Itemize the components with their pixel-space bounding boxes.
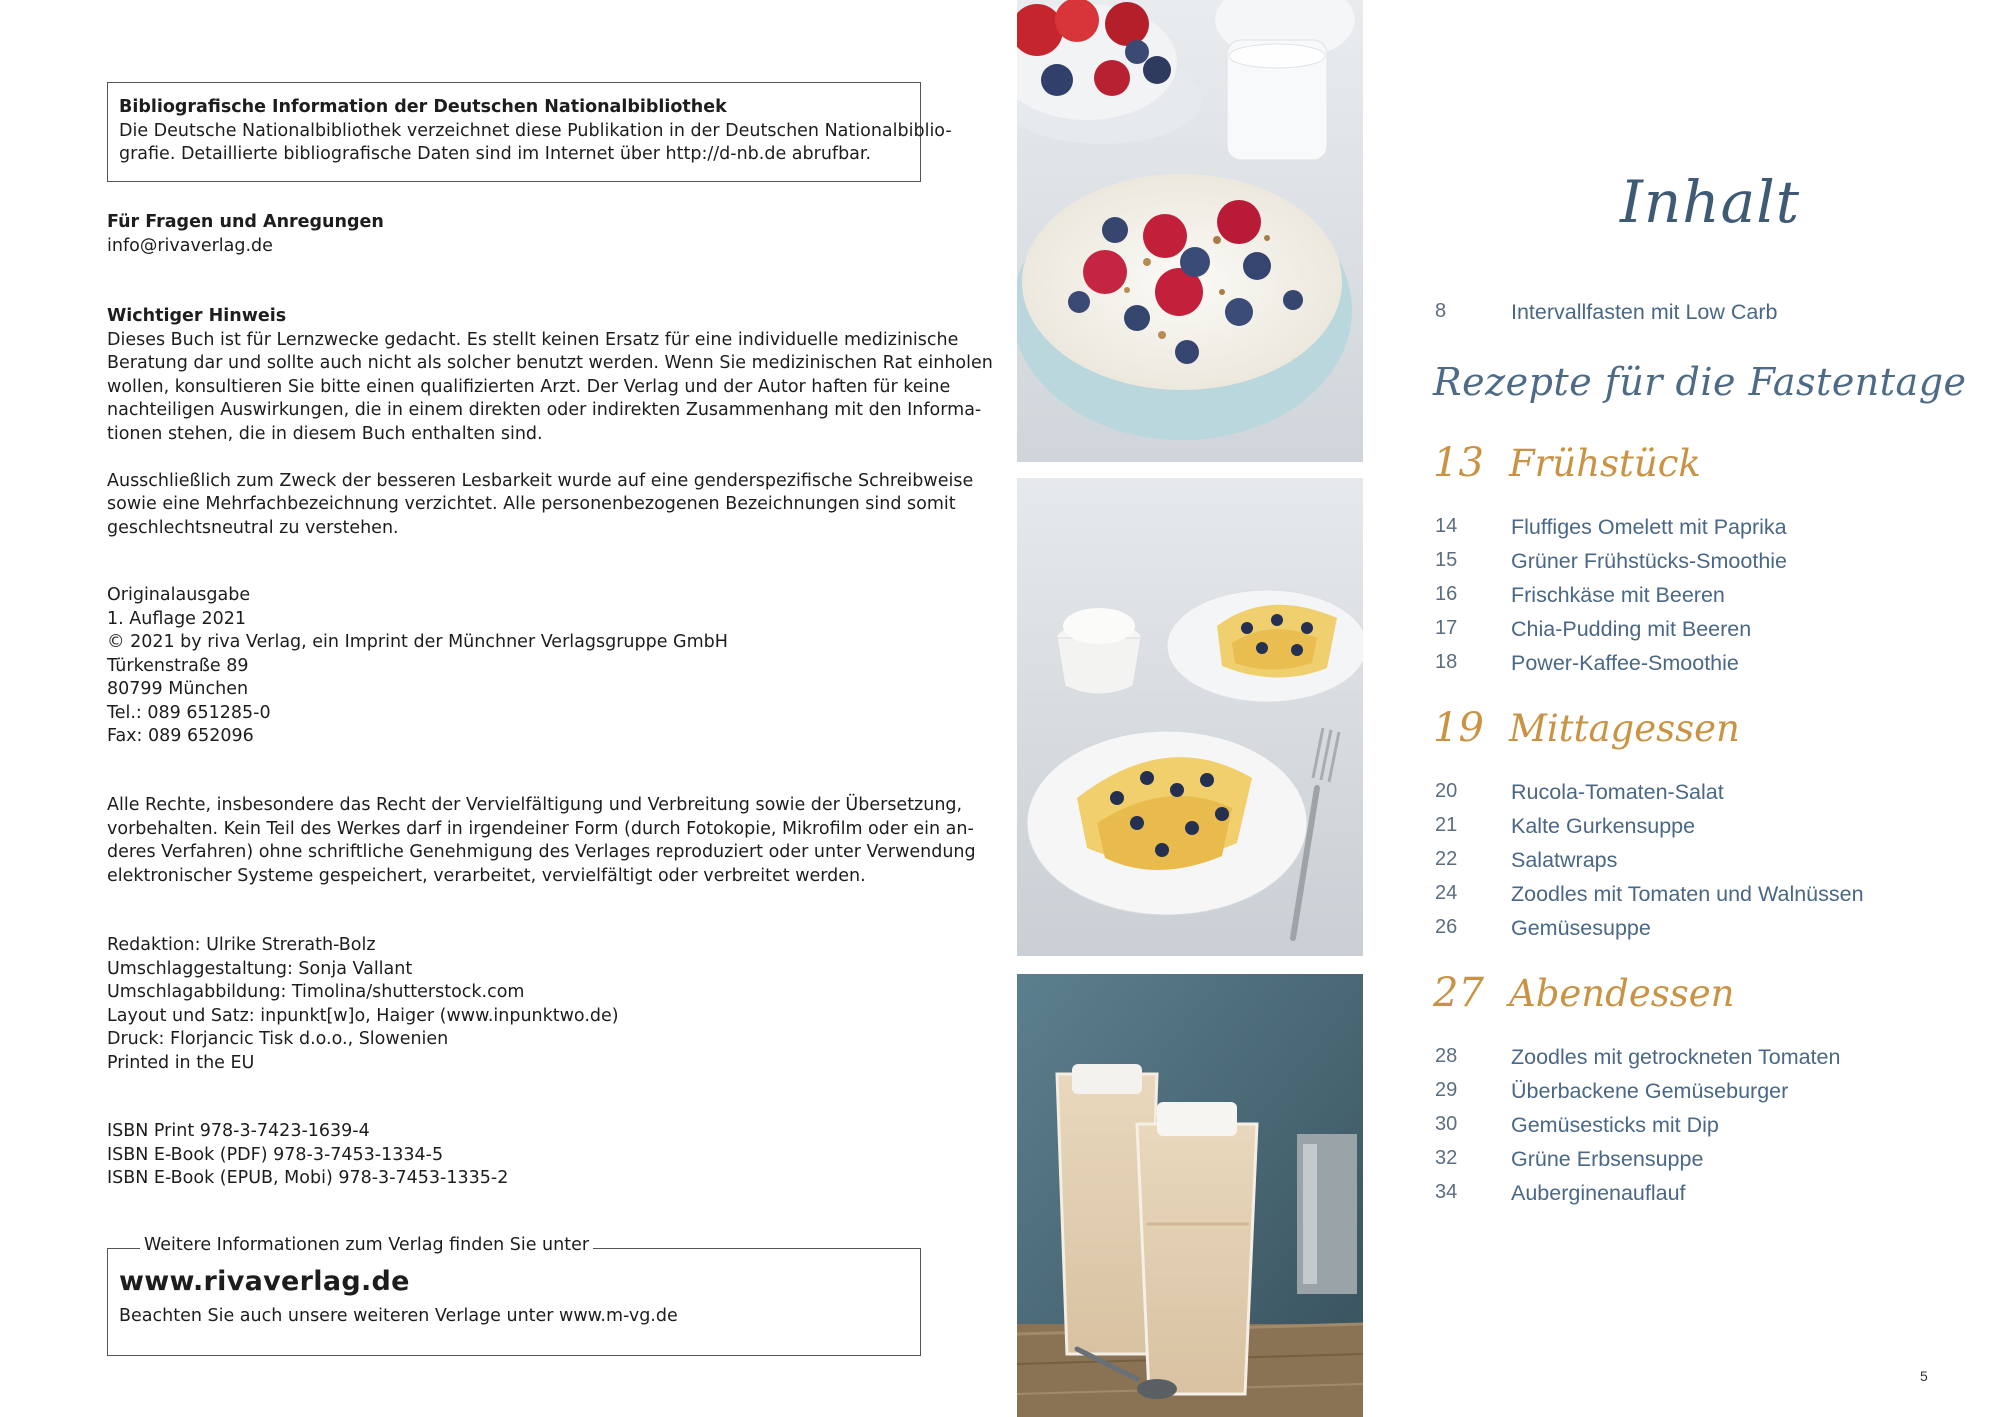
toc-entry-page: 34 <box>1435 1181 1458 1203</box>
photo-cottage-cheese-berries <box>1017 0 1363 462</box>
imprint-page <box>0 0 993 1417</box>
notice-line: wollen, konsultieren Sie bitte einen qualifizierten Arzt. Der Verlag und der Autor haften für keine <box>107 376 951 397</box>
toc-entry-page: 8 <box>1435 300 1447 322</box>
edition-block <box>107 584 728 749</box>
toc-entry-page: 21 <box>1435 814 1458 836</box>
credits-line: Redaktion: Ulrike Strerath-Bolz <box>107 935 376 955</box>
toc-entry-label: Frischkäse mit Beeren <box>1511 583 1725 607</box>
credits-line: Layout und Satz: inpunkt[w]o, Haiger (www.inpunktwo.de) <box>107 1005 619 1026</box>
toc-entry-page: 32 <box>1435 1147 1458 1169</box>
credits-line: Umschlaggestaltung: Sonja Vallant <box>107 958 413 979</box>
gender-note-line: sowie eine Mehrfachbezeichnung verzichtet. Alle personenbezogenen Bezeichnungen sind somit <box>107 494 956 514</box>
rights-line: Alle Rechte, insbesondere das Recht der Vervielfältigung und Verbreitung sowie der Übersetzung, <box>107 795 963 815</box>
rights-line: deres Verfahren) ohne schriftliche Genehmigung des Verlages reproduziert oder unter Verwendung <box>107 842 976 862</box>
toc-section-name: Frühstück <box>1509 442 1701 485</box>
toc-entry-label: Gemüsesticks mit Dip <box>1511 1113 1719 1137</box>
edition-line: 1. Auflage 2021 <box>107 608 247 629</box>
notice-title: Wichtiger Hinweis <box>107 306 287 326</box>
rights-block <box>107 794 976 888</box>
toc-section-page: 19 <box>1433 705 1484 751</box>
edition-line: 80799 München <box>107 679 249 699</box>
questions-block <box>107 211 384 258</box>
credits-line: Umschlagabbildung: Timolina/shutterstock.com <box>107 982 525 1002</box>
credits-line: Druck: Florjancic Tisk d.o.o., Slowenien <box>107 1029 449 1049</box>
toc-entry-label: Kalte Gurkensuppe <box>1511 814 1696 838</box>
toc-entry-label: Chia-Pudding mit Beeren <box>1511 617 1752 641</box>
cottage-cheese-illustration <box>1017 0 1363 462</box>
gender-note-line: Ausschließlich zum Zweck der besseren Lesbarkeit wurde auf eine genderspezifische Schreibweise <box>107 470 974 491</box>
toc-entry-label: Salatwraps <box>1511 848 1618 872</box>
contact-email[interactable]: info@rivaverlag.de <box>107 235 273 256</box>
photo-iced-coffee-glasses <box>1017 974 1363 1417</box>
iced-coffee-illustration <box>1017 974 1363 1417</box>
toc-entry-page: 28 <box>1435 1045 1458 1067</box>
edition-line: Türkenstraße 89 <box>107 655 249 676</box>
notice-line: nachteiligen Auswirkungen, die in einem direkten oder indirekten Zusammenhang mit den Informa- <box>107 400 982 420</box>
notice-block <box>107 305 993 540</box>
toc-entry-label: Auberginenauflauf <box>1511 1181 1686 1205</box>
toc-entry-page: 18 <box>1435 651 1458 673</box>
toc-entry-label: Zoodles mit getrockneten Tomaten <box>1511 1045 1841 1069</box>
toc-section-header[interactable] <box>1433 705 1740 757</box>
toc-entry-label: Grüne Erbsensuppe <box>1511 1147 1704 1171</box>
rights-line: vorbehalten. Kein Teil des Werkes darf in irgendeiner Form (durch Fotokopie, Mikrofilm oder ein an- <box>107 818 974 839</box>
isbn-line: ISBN E-Book (EPUB, Mobi) 978-3-7453-1335-2 <box>107 1168 509 1188</box>
page-number: 5 <box>1920 1368 1928 1384</box>
crepes-illustration <box>1017 478 1363 956</box>
toc-entry-label: Power-Kaffee-Smoothie <box>1511 651 1739 675</box>
edition-line: © 2021 by riva Verlag, ein Imprint der Münchner Verlagsgruppe GmbH <box>107 632 728 652</box>
toc-section-name: Mittagessen <box>1509 707 1740 750</box>
edition-line: Originalausgabe <box>107 585 251 605</box>
toc-entry-label: Rucola-Tomaten-Salat <box>1511 780 1724 804</box>
toc-entry-page: 29 <box>1435 1079 1458 1101</box>
toc-entry-page: 26 <box>1435 916 1458 938</box>
toc-entry-page: 15 <box>1435 549 1458 571</box>
photo-crepes-blueberries <box>1017 478 1363 956</box>
toc-entry-page: 14 <box>1435 515 1458 537</box>
website-note: Beachten Sie auch unsere weiteren Verlage unter www.m-vg.de <box>119 1306 678 1326</box>
toc-section-header[interactable] <box>1433 970 1733 1022</box>
isbn-block <box>107 1120 508 1191</box>
toc-entry-label: Grüner Frühstücks-Smoothie <box>1511 549 1788 573</box>
toc-section-page: 27 <box>1433 970 1484 1016</box>
toc-section-page: 13 <box>1433 440 1484 486</box>
website-box-legend: Weitere Informationen zum Verlag finden Sie unter <box>140 1234 593 1258</box>
toc-entry-label: Intervallfasten mit Low Carb <box>1511 300 1778 324</box>
toc-entry-label: Gemüsesuppe <box>1511 916 1651 940</box>
website-url-link[interactable]: www.rivaverlag.de <box>119 1266 410 1297</box>
dnb-info-box <box>107 82 952 182</box>
toc-entry-label: Zoodles mit Tomaten und Walnüssen <box>1511 882 1864 906</box>
website-box <box>107 1235 921 1356</box>
rights-line: elektronischer Systeme gespeichert, verarbeitet, vervielfältigt oder verbreitet werden. <box>107 865 866 886</box>
toc-section-name: Abendessen <box>1509 972 1735 1015</box>
toc-entry-label: Fluffiges Omelett mit Paprika <box>1511 515 1787 539</box>
notice-line: Beratung dar und sollte auch nicht als solcher benutzt werden. Wenn Sie medizinischen Rat einholen <box>107 353 993 373</box>
isbn-line: ISBN E-Book (PDF) 978-3-7453-1334-5 <box>107 1144 444 1165</box>
dnb-title: Bibliografische Information der Deutschen Nationalbibliothek <box>119 97 727 117</box>
questions-title: Für Fragen und Anregungen <box>107 212 384 232</box>
edition-line: Tel.: 089 651285-0 <box>107 702 271 723</box>
toc-subtitle: Rezepte für die Fastentage <box>1433 360 1967 404</box>
toc-entry-page: 30 <box>1435 1113 1458 1135</box>
toc-title: Inhalt <box>1620 168 1801 236</box>
spacer <box>107 446 993 470</box>
dnb-line: Die Deutsche Nationalbibliothek verzeichnet diese Publikation in der Deutschen Nationalbiblio- <box>119 120 952 141</box>
toc-entry-page: 24 <box>1435 882 1458 904</box>
toc-section-header[interactable] <box>1433 440 1733 492</box>
notice-line: Dieses Buch ist für Lernzwecke gedacht. Es stellt keinen Ersatz für eine individuelle medizinische <box>107 329 959 350</box>
isbn-line: ISBN Print 978-3-7423-1639-4 <box>107 1121 370 1141</box>
toc-entry-page: 20 <box>1435 780 1458 802</box>
toc-entry-label: Überbackene Gemüseburger <box>1511 1079 1789 1103</box>
gender-note-line: geschlechtsneutral zu verstehen. <box>107 517 399 538</box>
toc-entry-page: 17 <box>1435 617 1458 639</box>
edition-line: Fax: 089 652096 <box>107 726 254 746</box>
toc-entry-page: 16 <box>1435 583 1458 605</box>
credits-block <box>107 934 619 1075</box>
dnb-line: grafie. Detaillierte bibliografische Daten sind im Internet über http://d-nb.de abrufbar. <box>119 144 872 164</box>
credits-line: Printed in the EU <box>107 1052 255 1073</box>
toc-entry-page: 22 <box>1435 848 1458 870</box>
notice-line: tionen stehen, die in diesem Buch enthalten sind. <box>107 423 543 444</box>
